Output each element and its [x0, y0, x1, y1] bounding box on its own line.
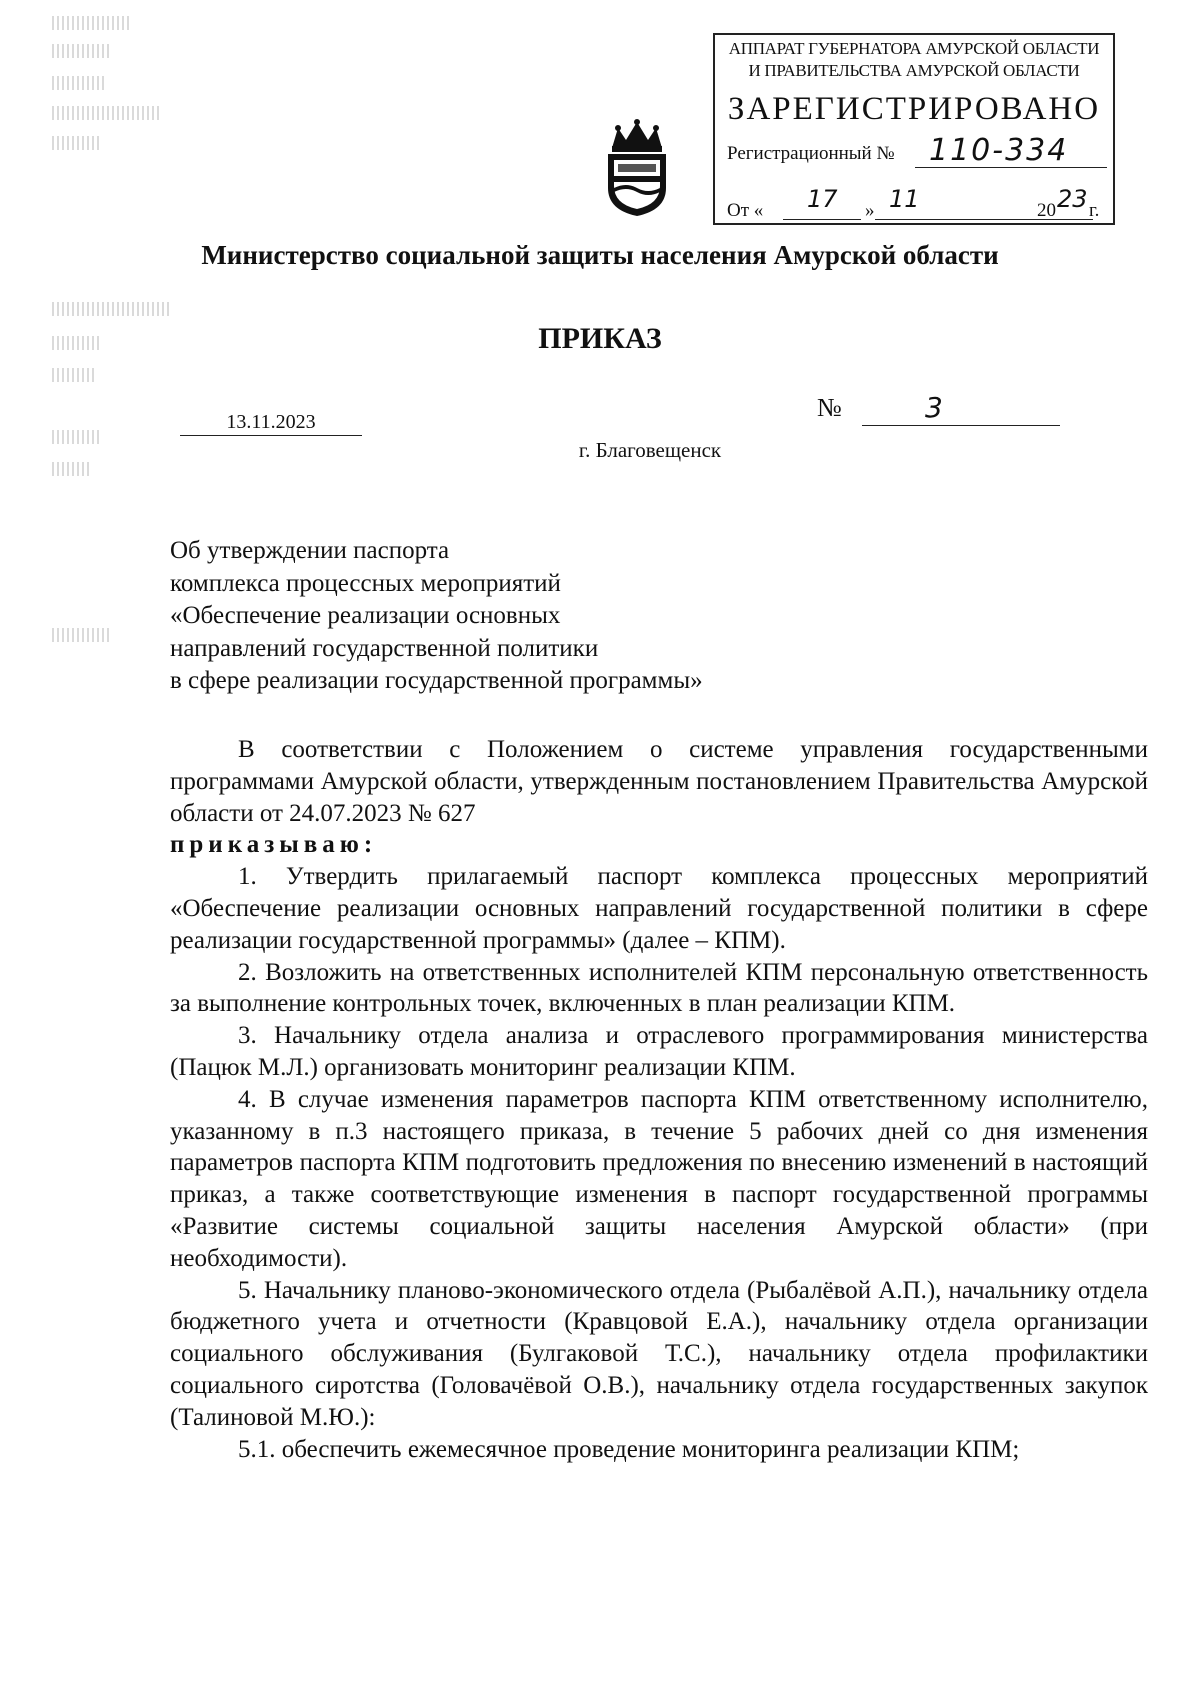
stamp-date-day: 17 [807, 185, 838, 213]
stamp-line-2: И ПРАВИТЕЛЬСТВА АМУРСКОЙ ОБЛАСТИ [748, 61, 1080, 80]
scan-artifact [52, 462, 92, 476]
stamp-year-end: г. [1089, 200, 1100, 221]
scan-artifact [52, 302, 172, 316]
paragraph-3: 3. Начальнику отдела анализа и отраслевого программирования министерства (Пацюк М.Л.) организовать мониторинг реализации КПМ. [170, 1022, 1148, 1081]
stamp-day-underline [783, 219, 861, 220]
paragraph-2: 2. Возложить на ответственных исполнителей КПМ персональную ответственность за выполнение контрольных точек, включенных в план реализации КПМ. [170, 958, 1148, 1018]
paragraph-5: 5. Начальнику планово-экономического отдела (Рыбалёвой А.П.), начальнику отдела бюджетного учета и отчетности (Кравцовой Е.А.), начальнику отдела организации социального обслуживания (Булгаковой Т.С.), начальнику отдела профилактики социального сиротства (Головачёвой О.В.), начальнику отдела государственных закупок (Талиновой М.Ю.): [170, 1276, 1148, 1431]
registration-stamp [713, 33, 1115, 225]
paragraph-4: 4. В случае изменения параметров паспорта КПМ ответственному исполнителю, указанному в п.3 настоящего приказа, в течение 5 рабочих дней со дня изменения параметров паспорта КПМ подготовить предложения по внесению изменений в настоящий приказ, а также соответствующие изменения в паспорт государственной программы «Развитие системы социальной защиты населения Амурской области» (при необходимости). [170, 1085, 1148, 1272]
subject-line: комплекса процессных мероприятий [170, 569, 561, 597]
order-body [170, 734, 1148, 1465]
scan-artifact [52, 136, 102, 150]
stamp-date-row [727, 200, 763, 222]
subject-line: «Обеспечение реализации основных [170, 602, 561, 629]
order-word: приказываю: [170, 831, 378, 859]
order-date: 13.11.2023 [180, 411, 362, 436]
subject-line: направлений государственной политики [170, 634, 599, 662]
document-type: ПРИКАЗ [538, 322, 662, 355]
stamp-year-underline [1037, 219, 1093, 220]
subject-line: Об утверждении паспорта [170, 537, 450, 564]
paragraph-5-1: 5.1. обеспечить ежемесячное проведение мониторинга реализации КПМ; [238, 1435, 1020, 1463]
scan-artifact [52, 106, 162, 120]
coat-of-arms-icon [598, 118, 676, 218]
ministry-name: Министерство социальной защиты населения Амурской области [201, 240, 999, 270]
order-number-underline [862, 425, 1060, 426]
preamble: В соответствии с Положением о системе управления государственными программами Амурской области, утвержденным постановлением Правительства Амурской области от 24.07.2023 № 627 [170, 736, 1148, 827]
stamp-year-prefix: 20 [1037, 200, 1056, 221]
scan-artifact [52, 76, 107, 90]
stamp-title: ЗАРЕГИСТРИРОВАНО [727, 91, 1101, 127]
stamp-date-prefix: От « [727, 200, 764, 221]
scan-artifact [52, 44, 112, 58]
stamp-reg-number: 110-334 [929, 133, 1069, 168]
paragraph-1: 1. Утвердить прилагаемый паспорт комплекса процессных мероприятий «Обеспечение реализации основных направлений государственной политики в сфере реализации государственной программы» (далее – КПМ). [170, 863, 1148, 954]
stamp-date-mid: » [865, 200, 875, 221]
scan-artifact [52, 16, 132, 30]
order-subject [170, 535, 703, 698]
stamp-reg-label: Регистрационный № [727, 143, 895, 164]
stamp-line-1: АППАРАТ ГУБЕРНАТОРА АМУРСКОЙ ОБЛАСТИ [728, 39, 1100, 58]
scan-artifact [52, 368, 97, 382]
stamp-date-month: 11 [889, 185, 920, 213]
stamp-month-underline [875, 219, 1037, 220]
city: г. Благовещенск [578, 438, 722, 462]
order-number: 3 [925, 391, 943, 424]
subject-line: в сфере реализации государственной программы» [170, 667, 703, 694]
stamp-year-suffix: 23 [1057, 185, 1088, 213]
order-number-label: № [817, 393, 842, 422]
scan-artifact [52, 628, 112, 642]
